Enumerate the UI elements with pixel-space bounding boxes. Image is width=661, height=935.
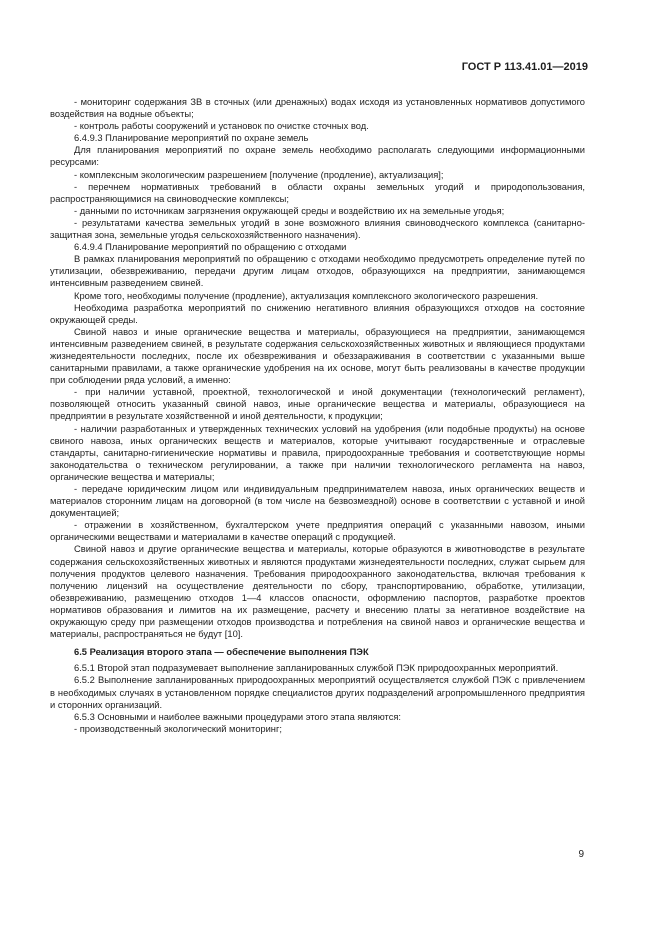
section-heading: 6.5 Реализация второго этапа — обеспечение выполнения ПЭК bbox=[74, 647, 369, 658]
paragraph: Для планирования мероприятий по охране земель необходимо располагать следующими информационными ресурсами: bbox=[50, 145, 585, 168]
list-item: - при наличии уставной, проектной, технологической и иной документации (технологический регламент), позволяющей относить указанный свиной навоз, иные органические вещества и материалы, образующиеся на предприятии в результате хозяйственной и иной деятельности, к продукции; bbox=[50, 387, 585, 422]
list-item: - комплексным экологическим разрешением [получение (продление), актуализация]; bbox=[74, 169, 444, 180]
paragraph: В рамках планирования мероприятий по обращению с отходами необходимо предусмотреть определение путей по утилизации, обезвреживанию, передачи другим лицам отходов, образующихся на предприятии, занимающемся интенсивным разведением свиней. bbox=[50, 254, 585, 289]
document-code: ГОСТ Р 113.41.01—2019 bbox=[461, 61, 588, 73]
document-body bbox=[50, 96, 585, 735]
subsection-title: 6.4.9.4 Планирование мероприятий по обращению с отходами bbox=[74, 242, 347, 253]
list-item: - данными по источникам загрязнения окружающей среды и воздействию их на земельные угодья; bbox=[74, 205, 505, 216]
paragraph: 6.5.2 Выполнение запланированных природоохранных мероприятий осуществляется службой ПЭК с привлечением в необходимых случаях в установленном порядке специалистов других подразделений агропромышленного предприятия и сторонних организаций. bbox=[50, 675, 585, 710]
paragraph: - контроль работы сооружений и установок по очистке сточных вод. bbox=[74, 121, 369, 132]
paragraph: Свиной навоз и иные органические вещества и материалы, образующиеся на предприятии, занимающемся интенсивным разведением свиней, в результате содержания сельскохозяйственных животных и являющиеся продуктами жизнедеятельности последних, после их обезвреживания и обеззараживания в соответствии с указанными выше санитарными правилами, а также органические удобрения на их основе, могут быть реализованы в качестве продукции при соблюдении ряда условий, а именно: bbox=[50, 326, 585, 386]
subsection-title: 6.4.9.3 Планирование мероприятий по охране земель bbox=[74, 133, 309, 144]
list-item: - результатами качества земельных угодий в зоне возможного влияния свиноводческого комплекса (санитарно-защитная зона, земельные угодья сельскохозяйственного назначения). bbox=[50, 217, 585, 241]
list-item: - производственный экологический мониторинг; bbox=[74, 723, 282, 734]
paragraph: Свиной навоз и другие органические вещества и материалы, которые образуются в животноводстве в результате содержания сельскохозяйственных животных и являются продуктами жизнедеятельности последних, служат сырьем для получения продуктов целевого назначения. Требования природоохранного законодательства, включая требования к получению лицензий на осуществление деятельности по сбору, транспортированию, обработке, утилизации, обезвреживанию, размещению отходов 1—4 классов опасности, оформлению паспортов, разработке проектов нормативов образования и лимитов на их размещение, расчету и внесению платы за негативное воздействие на окружающую среду при размещении отходов производства и потребления на свиной навоз и органические вещества и материалы, распространяться не будут [10]. bbox=[50, 544, 585, 640]
paragraph: 6.5.1 Второй этап подразумевает выполнение запланированных службой ПЭК природоохранных мероприятий. bbox=[74, 663, 559, 674]
list-item: - передаче юридическим лицом или индивидуальным предпринимателем навоза, иных органических веществ и материалов сторонним лицам на договорной (в том числе на безвозмездной) основе в соответствии с уставной и иной документацией; bbox=[50, 484, 585, 519]
list-item: - перечнем нормативных требований в области охраны земельных угодий и природопользования, распространяющимися на свиноводческие комплексы; bbox=[50, 181, 585, 204]
paragraph: Необходима разработка мероприятий по снижению негативного влияния образующихся отходов на состояние окружающей среды. bbox=[50, 302, 585, 325]
page-number: 9 bbox=[578, 849, 584, 860]
paragraph: - мониторинг содержания ЗВ в сточных (или дренажных) водах исходя из установленных нормативов допустимого воздействия на водные объекты; bbox=[50, 97, 585, 120]
list-item: - наличии разработанных и утвержденных технических условий на удобрения (или подобные продукты) на основе свиного навоза, иных органических веществ и материалов, которые учитывают государственные и отраслевые стандарты, санитарно-гигиенические нормативы и правила, природоохранные требования и соответствующие нормы законодательства о техническом регулировании, а также при наличии технологического регламента на навоз, органические вещества и материалы; bbox=[50, 423, 585, 482]
list-item: - отражении в хозяйственном, бухгалтерском учете предприятия операций с указанными навозом, иными органическими веществами и материалами в качестве операций с продукцией. bbox=[50, 520, 585, 543]
paragraph: Кроме того, необходимы получение (продление), актуализация комплексного экологического разрешения. bbox=[74, 290, 539, 301]
paragraph: 6.5.3 Основными и наиболее важными процедурами этого этапа являются: bbox=[74, 711, 402, 722]
